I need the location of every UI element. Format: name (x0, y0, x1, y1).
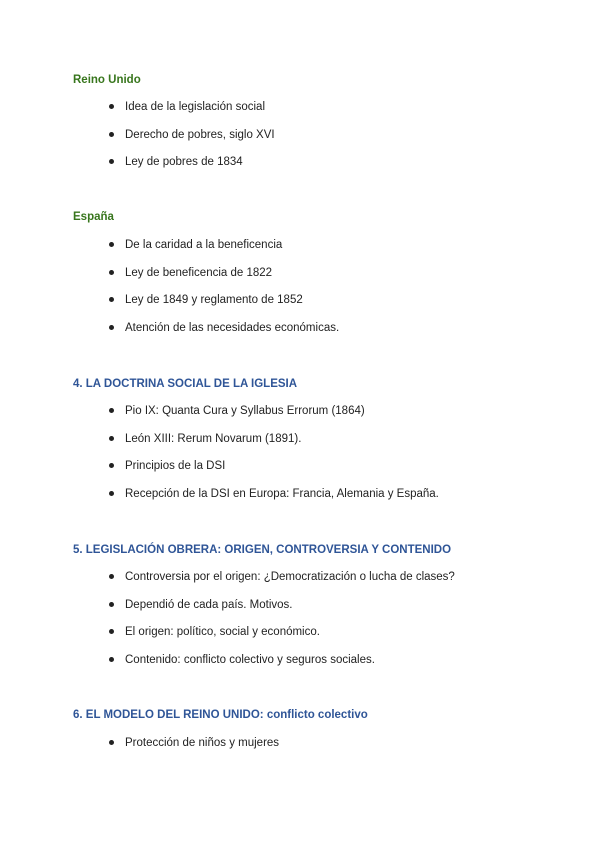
list-item (108, 293, 339, 321)
list-item-text: El origen: político, social y económico. (125, 626, 320, 638)
bullet-icon (109, 491, 114, 496)
bullet-icon (109, 325, 114, 330)
list-item-text: Recepción de la DSI en Europa: Francia, Alemania y España. (125, 487, 439, 500)
list-item-text: Ley de beneficencia de 1822 (125, 266, 273, 279)
bullet-icon (109, 574, 114, 579)
list-item-text: Atención de las necesidades económicas. (125, 321, 340, 334)
list-item-text: Dependió de cada país. Motivos. (125, 598, 293, 611)
list-item-text: Contenido: conflicto colectivo y seguros sociales. (125, 653, 375, 666)
list-item (108, 155, 275, 183)
section-heading-legislacion-obrera: 5. LEGISLACIÓN OBRERA: ORIGEN, CONTROVERSIA Y CONTENIDO (73, 544, 452, 556)
bullet-icon (109, 242, 114, 247)
bullet-list-reino-unido (108, 100, 275, 183)
bullet-icon (109, 159, 114, 164)
list-item-text: Derecho de pobres, siglo XVI (125, 128, 275, 141)
list-item-text: Idea de la legislación social (125, 101, 266, 113)
bullet-icon (109, 104, 114, 109)
list-item (108, 266, 339, 294)
list-item (108, 598, 455, 626)
section-heading-reino-unido: Reino Unido (73, 74, 141, 86)
bullet-icon (109, 740, 114, 745)
bullet-icon (109, 408, 114, 413)
bullet-list-legislacion-obrera (108, 570, 455, 680)
list-item (108, 625, 455, 653)
bullet-icon (109, 463, 114, 468)
list-item (108, 487, 439, 515)
list-item (108, 570, 455, 598)
bullet-list-espana (108, 238, 339, 348)
list-item (108, 128, 275, 156)
list-item (108, 404, 439, 432)
list-item (108, 736, 279, 764)
list-item (108, 238, 339, 266)
list-item-text: Controversia por el origen: ¿Democratización o lucha de clases? (125, 571, 455, 583)
bullet-icon (109, 297, 114, 302)
list-item-text: Protección de niños y mujeres (125, 737, 280, 749)
section-heading-espana: España (73, 211, 114, 223)
list-item (108, 321, 339, 349)
bullet-icon (109, 132, 114, 137)
list-item (108, 100, 275, 128)
list-item-text: Ley de pobres de 1834 (125, 156, 243, 168)
bullet-icon (109, 270, 114, 275)
list-item (108, 459, 439, 487)
bullet-icon (109, 436, 114, 441)
bullet-list-doctrina-social (108, 404, 439, 514)
list-item-text: Ley de 1849 y reglamento de 1852 (125, 294, 303, 306)
list-item (108, 432, 439, 460)
section-heading-modelo-reino-unido: 6. EL MODELO DEL REINO UNIDO: conflicto colectivo (73, 709, 368, 721)
bullet-list-modelo-reino-unido (108, 736, 279, 764)
list-item-text: León XIII: Rerum Novarum (1891). (125, 432, 302, 445)
bullet-icon (109, 657, 114, 662)
section-heading-doctrina-social: 4. LA DOCTRINA SOCIAL DE LA IGLESIA (73, 378, 298, 390)
list-item-text: De la caridad a la beneficencia (125, 239, 283, 251)
bullet-icon (109, 629, 114, 634)
list-item-text: Pio IX: Quanta Cura y Syllabus Errorum (1864) (125, 405, 365, 417)
list-item (108, 653, 455, 681)
bullet-icon (109, 602, 114, 607)
list-item-text: Principios de la DSI (125, 460, 226, 472)
